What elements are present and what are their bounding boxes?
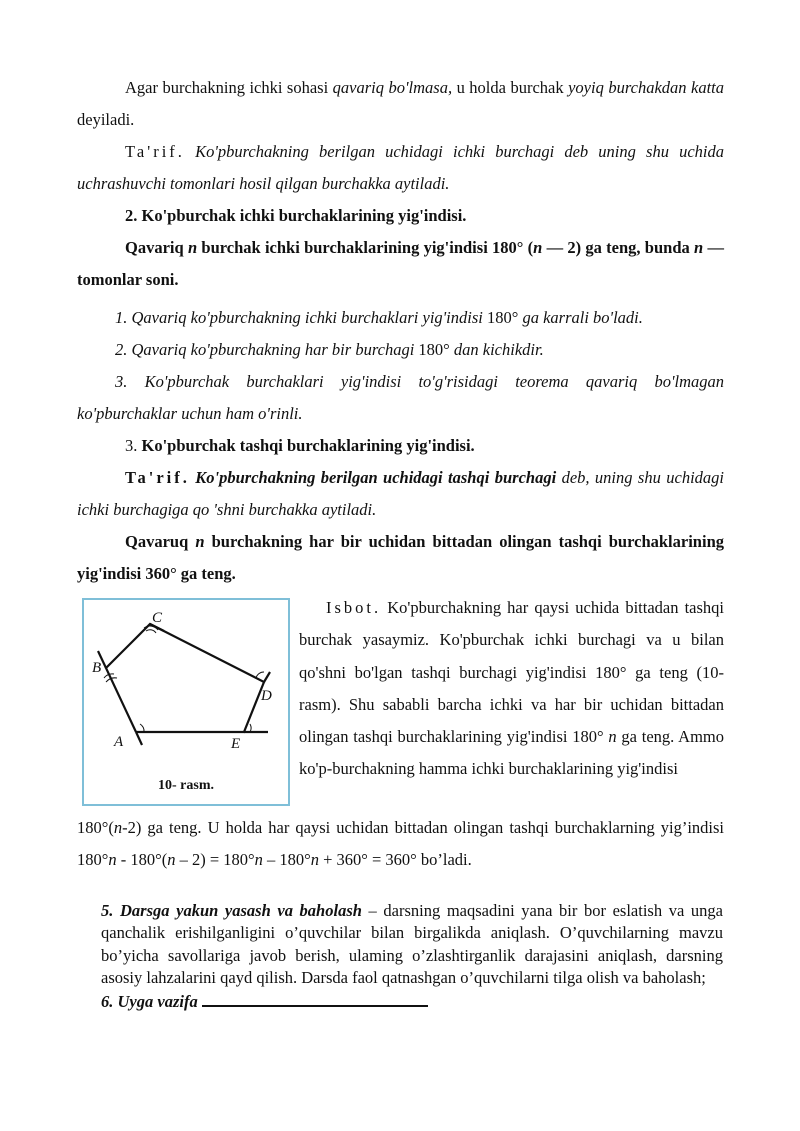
list-item (77, 334, 724, 366)
italic-term: yoyiq burchakdan katta (568, 78, 725, 97)
proof-lead: Isbot. (326, 598, 382, 617)
heading-text: Ko'pburchak tashqi burchaklarining yig'indisi. (141, 436, 475, 455)
var-n: n (254, 850, 263, 869)
label-c: C (152, 610, 163, 626)
text-run: — 2) ga teng, bunda (542, 238, 695, 257)
var-n: n (187, 238, 198, 257)
text-run: u holda burchak (452, 78, 569, 97)
heading-number: 3. (125, 436, 142, 455)
definition-exterior-angle (77, 462, 724, 526)
angle-arc-e (250, 724, 251, 732)
text-run: -2) ga teng. U holda har qaysi uchidan bittadan olingan tashqi burchaklarning yig’indisi 180° (77, 818, 724, 869)
var-n: n (533, 238, 543, 257)
proof-continuation (77, 812, 724, 876)
var-n: n (167, 850, 176, 869)
paragraph-intro (77, 72, 724, 136)
document-body (77, 72, 724, 876)
text-run: 180°( (77, 818, 114, 837)
text-run: 180° (486, 308, 519, 327)
var-n: n (310, 850, 319, 869)
definition-text: deb, uning shu uchidagi ichki burchagiga qo 'shni burchakka aytiladi. (77, 468, 724, 519)
angle-arc-a (140, 724, 144, 732)
text-run: ga teng. Ammo ko'p-burchakning hamma ichki burchaklarining yig'indisi (299, 727, 725, 779)
section-text: – darsning maqsadini yana bir bor eslatish va unga qanchalik erishilganligini o’quvchilar bilan birgalikda aniqlash. O’quvchilarning mavzu bo’yicha savollariga javob berish, ulaming o’zlashtirganlik darajasini aniqlash, darsning asosiy lahzalarini qayd qilish. Darsda faol qatnashgan o’quvchilarni tilga olish va baholash; (101, 901, 723, 987)
proof-tail (77, 812, 724, 876)
label-b: B (92, 660, 102, 676)
label-a: A (114, 734, 124, 750)
var-n: n (113, 818, 123, 837)
text-run: 3. Ko'pburchak burchaklari yig'indisi to'g'risidagi teorema qavariq bo'lmagan ko'pburchaklar uchun ham o'rinli. (77, 372, 724, 423)
text-run: — tomonlar soni. (77, 238, 724, 289)
figure-pentagon (82, 598, 290, 806)
heading-section-3 (77, 430, 724, 462)
var-n: n (608, 727, 617, 747)
text-run: Qavaruq (125, 532, 196, 551)
var-n: n (108, 850, 117, 869)
angle-arc-c (146, 630, 156, 633)
text-run: Ko'pburchakning har qaysi uchida bittadan tashqi burchak yasaymiz. Ko'pburchak ichki burchagi va u bilan qo'shni bo'lgan tashqi burchagi yig'indisi 180° ga teng (10-rasm). Shu sababli barcha ichki va har bir uchidan bittadan olingan tashqi burchaklarining yig'indisi 180° (299, 598, 724, 747)
italic-term: qavariq bo'lmasa, (332, 78, 453, 97)
text-run: 1. Qavariq ko'pburchakning ichki burchaklari yig'indisi (115, 308, 487, 327)
label-d: D (261, 688, 272, 704)
section-title: 5. Darsga yakun yasash va baholash (101, 901, 362, 920)
list-item (77, 366, 724, 430)
list-item (77, 302, 724, 334)
section-6 (101, 989, 723, 1013)
text-run: + 360° = 360° bo’ladi. (318, 850, 472, 869)
definition-lead: Ta'rif. (125, 468, 190, 487)
extension-line (136, 732, 142, 745)
proof-column (299, 592, 724, 786)
section-title: 6. Uyga vazifa (101, 992, 202, 1012)
section-5 (101, 900, 723, 989)
text-run: – 180° (262, 850, 311, 869)
pentagon-diagram (84, 600, 288, 804)
text-run: 180° (418, 340, 450, 359)
text-run: burchakning har bir uchidan bittadan olingan tashqi burchaklarining yig'indisi 360° ga teng. (77, 532, 724, 583)
text-run: 2. Qavariq ko'pburchakning har bir burchagi (115, 340, 419, 359)
heading-section-2: 2. Ko'pburchak ichki burchaklarining yig'indisi. (125, 206, 467, 225)
text-run: - 180°( (116, 850, 168, 869)
text-run: burchak ichki burchaklarining yig'indisi 180° ( (197, 238, 534, 257)
proof-paragraph (299, 592, 724, 786)
figure-caption: 10- rasm. (158, 778, 214, 793)
label-e: E (231, 736, 241, 752)
text-run: dan kichikdir. (449, 340, 544, 359)
var-n: n (195, 532, 205, 551)
angle-arc-d (256, 672, 264, 678)
definition-lead: Ta'rif. (125, 142, 185, 161)
lesson-sections (101, 900, 723, 1013)
text-run: – 2) = 180° (175, 850, 255, 869)
text-run: Agar burchakning ichki sohasi (125, 78, 333, 97)
definition-text: Ko'pburchakning berilgan uchidagi ichki burchagi deb uning shu uchida uchrashuvchi tomonlari hosil qilgan burchakka aytiladi. (77, 142, 724, 193)
homework-blank-line[interactable] (202, 989, 428, 1007)
text-run: ga karrali bo'ladi. (518, 308, 643, 327)
definition-interior-angle (77, 136, 724, 200)
extension-line (264, 672, 270, 682)
pentagon-outline (106, 624, 264, 732)
theorem-interior-sum (77, 232, 724, 296)
theorem-exterior-sum (77, 526, 724, 590)
figure-and-proof (77, 592, 724, 812)
definition-term: Ko'pburchakning berilgan uchidagi tashqi burchagi (189, 468, 557, 487)
text-run: Qavariq (125, 238, 188, 257)
var-n: n (694, 238, 704, 257)
text-run: deyiladi. (77, 110, 135, 129)
